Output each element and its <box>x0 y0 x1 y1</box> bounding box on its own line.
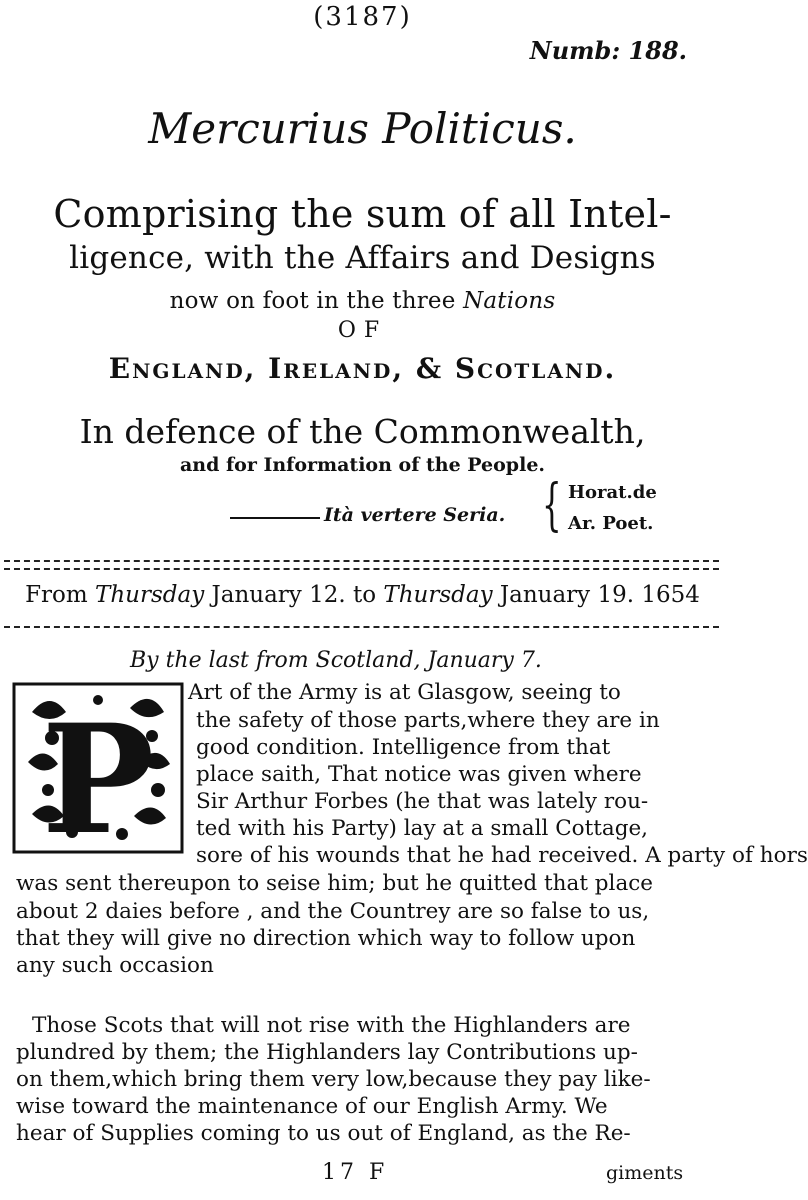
dateline-date-1: January 12. to <box>204 582 384 608</box>
paragraph-2-line: wise toward the maintenance of our English Army. We <box>16 1094 608 1119</box>
drop-cap-letter: P <box>41 692 155 868</box>
paragraph-1-line: that they will give no direction which way to follow upon <box>16 926 636 951</box>
masthead-subtitle-line-3 <box>0 288 725 314</box>
paragraph-1-line: sore of his wounds that he had received. A party of hors <box>196 843 808 868</box>
paragraph-1-line: Sir Arthur Forbes (he that was lately rou- <box>196 789 649 814</box>
paragraph-2-line: on them,which bring them very low,because they pay like- <box>16 1067 651 1092</box>
divider-rule-top <box>4 560 719 562</box>
brace-ornament: { <box>542 473 562 538</box>
motto-source-2: Ar. Poet. <box>568 513 654 534</box>
defence-line: In defence of the Commonwealth, <box>79 412 646 451</box>
drop-cap-ornament <box>12 682 184 868</box>
paragraph-1-line: any such occasion <box>16 953 214 978</box>
masthead-subtitle-line-1: Comprising the sum of all Intel- <box>53 192 672 236</box>
masthead-title: Mercurius Politicus. <box>148 104 577 153</box>
divider-rule-top-second <box>4 568 719 570</box>
dateline-from: From <box>25 582 96 608</box>
catchword: giments <box>606 1162 684 1184</box>
motto: Ità vertere Seria. <box>324 504 506 526</box>
masthead-nations-line: England, Ireland, & Scotland. <box>108 352 617 385</box>
paragraph-1-line: place saith, That notice was given where <box>196 762 642 787</box>
dateline-day-2: Thursday <box>383 582 493 608</box>
dateline-day-1: Thursday <box>95 582 205 608</box>
signature-mark: 17 F <box>322 1160 389 1185</box>
information-line: and for Information of the People. <box>179 454 546 476</box>
paragraph-1-line: was sent thereupon to seise him; but he quitted that place <box>16 871 654 896</box>
article-heading: By the last from Scotland, January 7. <box>130 648 542 673</box>
divider-rule-bottom <box>4 626 719 628</box>
paragraph-2-line: plundred by them; the Highlanders lay Contributions up- <box>16 1040 638 1065</box>
subtitle-nations: Nations <box>463 288 556 314</box>
dateline <box>0 582 725 608</box>
paragraph-1-line: Art of the Army is at Glasgow, seeing to <box>188 680 621 705</box>
paragraph-2-line: Those Scots that will not rise with the Highlanders are <box>32 1013 631 1038</box>
paragraph-1-line: about 2 daies before , and the Countrey are so false to us, <box>16 899 650 924</box>
masthead-subtitle-line-2: ligence, with the Affairs and Designs <box>69 240 656 276</box>
issue-number: Numb: 188. <box>529 36 687 65</box>
masthead-subtitle-of: OF <box>337 318 388 343</box>
paragraph-1-line: the safety of those parts,where they are in <box>196 708 660 733</box>
subtitle-line-3-text: now on foot in the three <box>169 288 464 314</box>
paragraph-2-line: hear of Supplies coming to us out of England, as the Re- <box>16 1121 631 1146</box>
dateline-date-2: January 19. 1654 <box>492 582 700 608</box>
page-number: (3187) <box>313 2 412 32</box>
motto-dash <box>230 517 320 519</box>
paragraph-1-line: good condition. Intelligence from that <box>196 735 611 760</box>
motto-source-1: Horat.de <box>568 482 657 503</box>
paragraph-1-line: ted with his Party) lay at a small Cottage, <box>196 816 649 841</box>
